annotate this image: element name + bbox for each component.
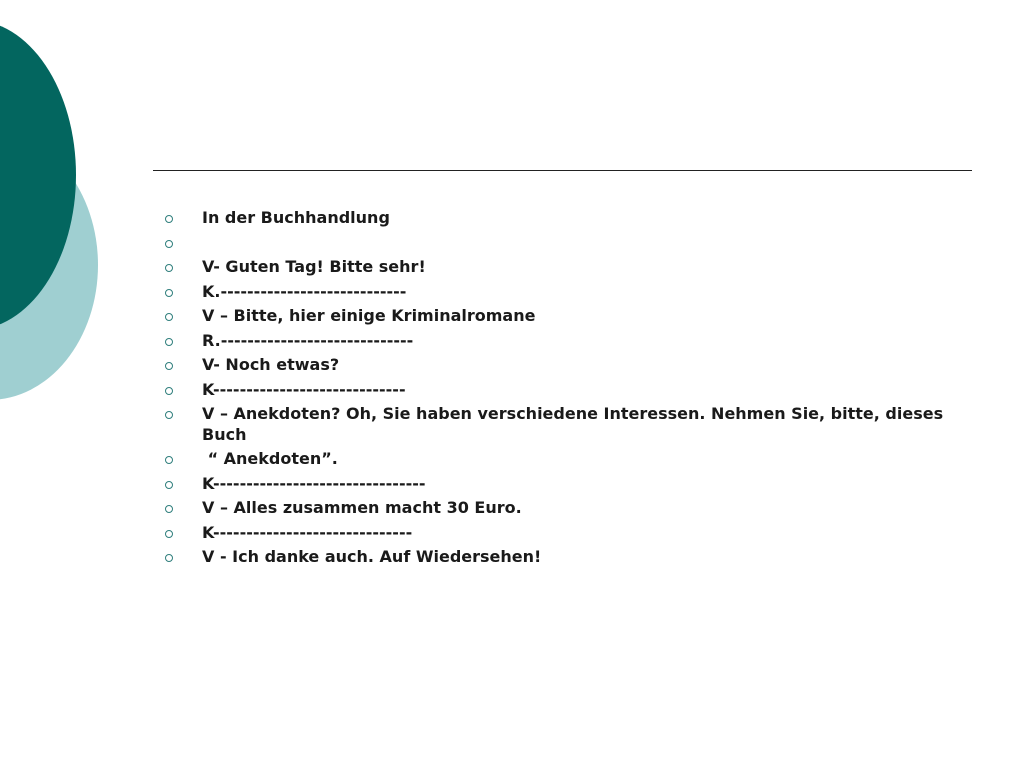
dialogue-text: V – Alles zusammen macht 30 Euro. — [202, 498, 522, 517]
dialogue-line — [160, 380, 950, 401]
dialogue-text: V – Anekdoten? Oh, Sie haben verschiedene Interessen. Nehmen Sie, bitte, dieses Buch — [202, 404, 944, 444]
dialogue-line — [160, 282, 950, 303]
dialogue-text: R.----------------------------- — [202, 330, 414, 350]
circle-bullet-icon — [165, 338, 173, 346]
circle-bullet-icon — [165, 387, 173, 395]
circle-bullet-icon — [165, 362, 173, 370]
dialogue-line — [160, 547, 950, 568]
circle-bullet-icon — [165, 240, 173, 248]
circle-bullet-icon — [165, 481, 173, 489]
dialogue-text: V - Ich danke auch. Auf Wiedersehen! — [202, 547, 542, 566]
circle-bullet-icon — [165, 289, 173, 297]
dialogue-line — [160, 523, 950, 544]
circle-bullet-icon — [165, 530, 173, 538]
dialogue-line — [160, 331, 950, 352]
dialogue-text: V – Bitte, hier einige Kriminalromane — [202, 306, 536, 325]
dialogue-line — [160, 474, 950, 495]
dialogue-line — [160, 355, 950, 376]
dialogue-line — [160, 306, 950, 327]
circle-bullet-icon — [165, 313, 173, 321]
dialogue-line — [160, 498, 950, 519]
dialogue-text: K----------------------------- — [202, 379, 406, 399]
dialogue-line — [160, 233, 950, 254]
title-divider — [153, 170, 972, 171]
circle-bullet-icon — [165, 411, 173, 419]
circle-bullet-icon — [165, 456, 173, 464]
dialogue-text: In der Buchhandlung — [202, 208, 390, 227]
dialogue-line — [160, 208, 950, 229]
dialogue-text: K------------------------------ — [202, 522, 413, 542]
circle-bullet-icon — [165, 505, 173, 513]
dialogue-text: V- Guten Tag! Bitte sehr! — [202, 257, 426, 276]
dialogue-text: V- Noch etwas? — [202, 355, 340, 374]
dialogue-line — [160, 449, 950, 470]
circle-bullet-icon — [165, 215, 173, 223]
circle-bullet-icon — [165, 264, 173, 272]
dialogue-line — [160, 257, 950, 278]
dialogue-text: K.---------------------------- — [202, 281, 407, 301]
dialogue-line — [160, 404, 950, 445]
dialogue-list — [160, 208, 950, 572]
circle-bullet-icon — [165, 554, 173, 562]
dialogue-text: “ Anekdoten”. — [202, 449, 338, 468]
dialogue-text: K-------------------------------- — [202, 473, 426, 493]
